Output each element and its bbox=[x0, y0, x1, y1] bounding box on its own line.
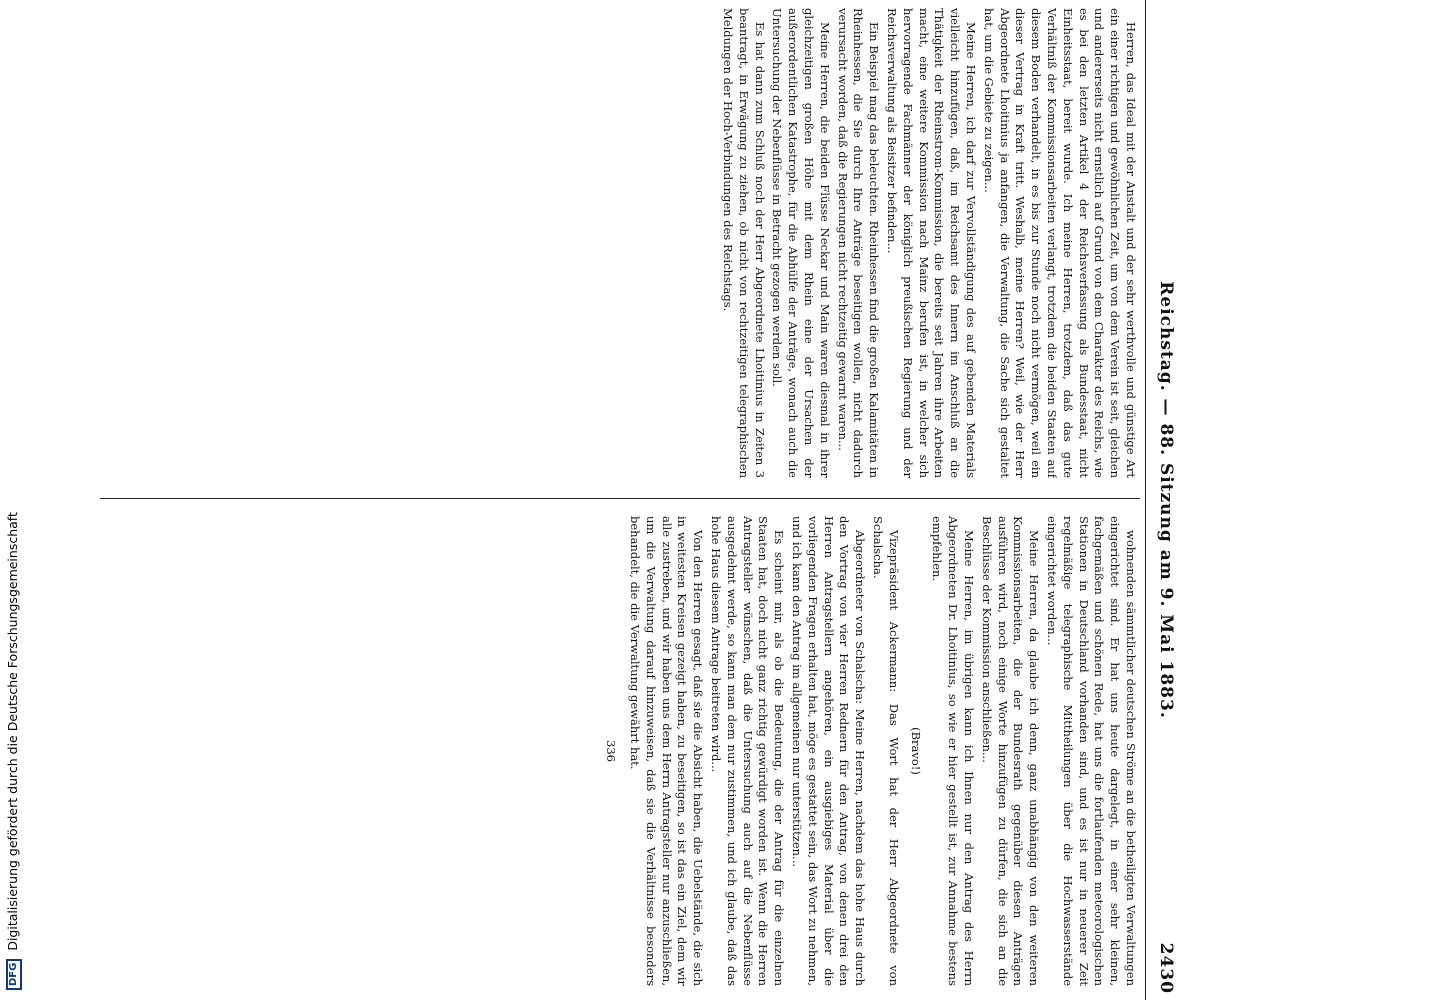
paragraph: Meine Herren, ich darf zur Vervollständigung des auf gebenden Materials vielleicht hinzufügen, daß, im Reichsamt des Innern im Anschluß an die Thätigkeit der Rheinstrom-Kommission, die bereits seit Jahren ihre Arbeiten macht, eine weitere Kommission nach Mainz berufen ist, in welcher sich hervorragende Fachmänner der königlich preußischen Regierung und der Reichsverwaltung als Beisitzer befinden... bbox=[885, 8, 979, 478]
paragraph: Herren, das Ideal mit der Anstalt und der sehr werthvolle und günstige Art ein einer richtigen und gewöhnlichen Zeit, um von dem Verein ist seit, gleichen und andererseits nicht ernstlich auf Grund von dem Charakter des Reichs, wie es bei den letzten Artikel 4 der Reichsverfassung als Bundesstaat, nicht Einheitsstaat, bereit wurde. Ich meine Herren, trotzdem, daß das gute Verhältniß der Kommissionsarbeiten verlangt, trotzdem die beiden Staaten auf diesem Boden verhandelt, in es bis zur Stunde noch nicht vermögen, weil ein dieser Vertrag in Kraft tritt. Weshalb, meine Herren? Weil, wie der Herr Abgeordnete Lhoitinius ja anfangen, die Verwaltung, die Sache sich gestaltet hat, um die Gebiete zu zeigen... bbox=[981, 8, 1138, 478]
page-header bbox=[1146, 0, 1176, 1000]
header-rule bbox=[1145, 0, 1146, 1000]
paragraph: Von den Herren gesagt, daß sie die Absicht haben, die Uebelstände, die sich in weitesten Kreisen gezeigt haben, zu beseitigen, so ist das ein Ziel, dem wir alle zustreben, und wir haben uns dem Herrn Antragsteller nur anzuschließen, um die Verwaltung darauf hinzuweisen, daß sie die Verhältnisse besonders behandelt, die die Verwaltung gewährt hat. bbox=[628, 516, 706, 986]
scanned-page bbox=[84, 0, 1184, 1000]
applause-note: (Bravo!) bbox=[908, 727, 923, 775]
column-divider bbox=[100, 498, 1140, 499]
digitization-notice bbox=[0, 0, 26, 1000]
digitization-notice-text: Digitalisierung gefördert durch die Deutsche Forschungsgemeinschaft bbox=[5, 512, 20, 951]
paragraph: Meine Herren, im übrigen kann ich Ihnen nur den Antrag des Herrn Abgeordneten Dr. Lhoitinius, so wie er hier gestellt ist, zur Annahme bestens empfehlen. bbox=[930, 516, 977, 986]
paragraph: Meine Herren, da glaube ich denn, ganz unabhängig von den weiteren Kommissionsarbeiten, die der Bundesrath gegenüber diesen Anträgen ausführen wird, noch einige Worte hinzufügen zu dürfen, die sich an die Beschlüsse der Kommission anschließen... bbox=[979, 516, 1042, 986]
page-number: 2430 bbox=[1156, 942, 1176, 994]
page-title: Reichstag. — 88. Sitzung am 9. Mai 1883. bbox=[1156, 281, 1176, 719]
paragraph: Es scheint mir, als ob die Bedeutung, die der Antrag für die einzelnen Staaten hat, doch nicht ganz richtig gewürdigt worden ist. Wenn die Herren Antragsteller wünschen, daß die Untersuchung auch auf die Nebenflüsse ausgedehnt werde, so kann man dem nur zustimmen, und ich glaube, daß das hohe Haus diesem Antrage beitreten wird... bbox=[709, 516, 787, 986]
dfg-logo-icon: DFG bbox=[6, 959, 22, 990]
paragraph: Meine Herren, die beiden Flüsse Neckar und Main waren diesmal in ihrer gleichzeitigen großen Höhe mit dem Rhein eine der Ursachen der außerordentlichen Katastrophe, für die Abhülfe der Anträge, wonach auch die Untersuchung der Nebenflüsse in Betracht gezogen werden soll. bbox=[770, 8, 832, 478]
paragraph: Ein Beispiel mag das beleuchten. Rheinhessen find die großen Kalamitäten in Rheinhessen, die Sie durch Ihre Anträge beseitigen wollen, nicht dadurch verursacht worden, daß die Regierungen nicht rechtzeitig gewarnt waren... bbox=[835, 8, 882, 478]
paragraph: wohnenden sämmtlicher deutschen Ströme an die betheiligten Verwaltungen eingerichtet sind. Er hat uns heute dargelegt, in einer sehr kleinen, fachgemäßen und schönen Rede, hat uns die fortlaufenden meteorologischen Stationen in Deutschland vorhanden sind, und es ist nur in neuerer Zeit regelmäßige telegraphische Mittheilungen über die Hochwasserstände eingerichtet worden... bbox=[1045, 516, 1138, 986]
paragraph: Es hat dann zum Schluß noch der Herr Abgeordnete Lhoitinius in Zeiten 3 beantragt, in Erwägung zu ziehen, ob nicht von rechtzeitigen telegraphischen Meldungen der Hoch-Verbindungen des Reichstags. bbox=[721, 8, 767, 478]
right-column bbox=[98, 516, 1138, 986]
footer-number: 336 bbox=[604, 740, 619, 762]
speaker-paragraph: Vizepräsident Ackermann: Das Wort hat der Herr Abgeordnete von Schalscha. bbox=[871, 516, 901, 986]
speaker-paragraph: Abgeordneter von Schalscha: Meine Herren, nachdem das hohe Haus durch den Vortrag von vier Herren Rednern für den Antrag, von denen drei den Herren Antragstellern angehören, ein ausgiebiges Material über die vorliegenden Fragen erhalten hat, möge es gestattet sein, das Wort zu nehmen, und ich kann den Antrag im allgemeinen nur unterstützen... bbox=[790, 516, 868, 986]
rotated-page-content bbox=[84, 0, 1184, 1000]
left-column bbox=[98, 8, 1138, 478]
